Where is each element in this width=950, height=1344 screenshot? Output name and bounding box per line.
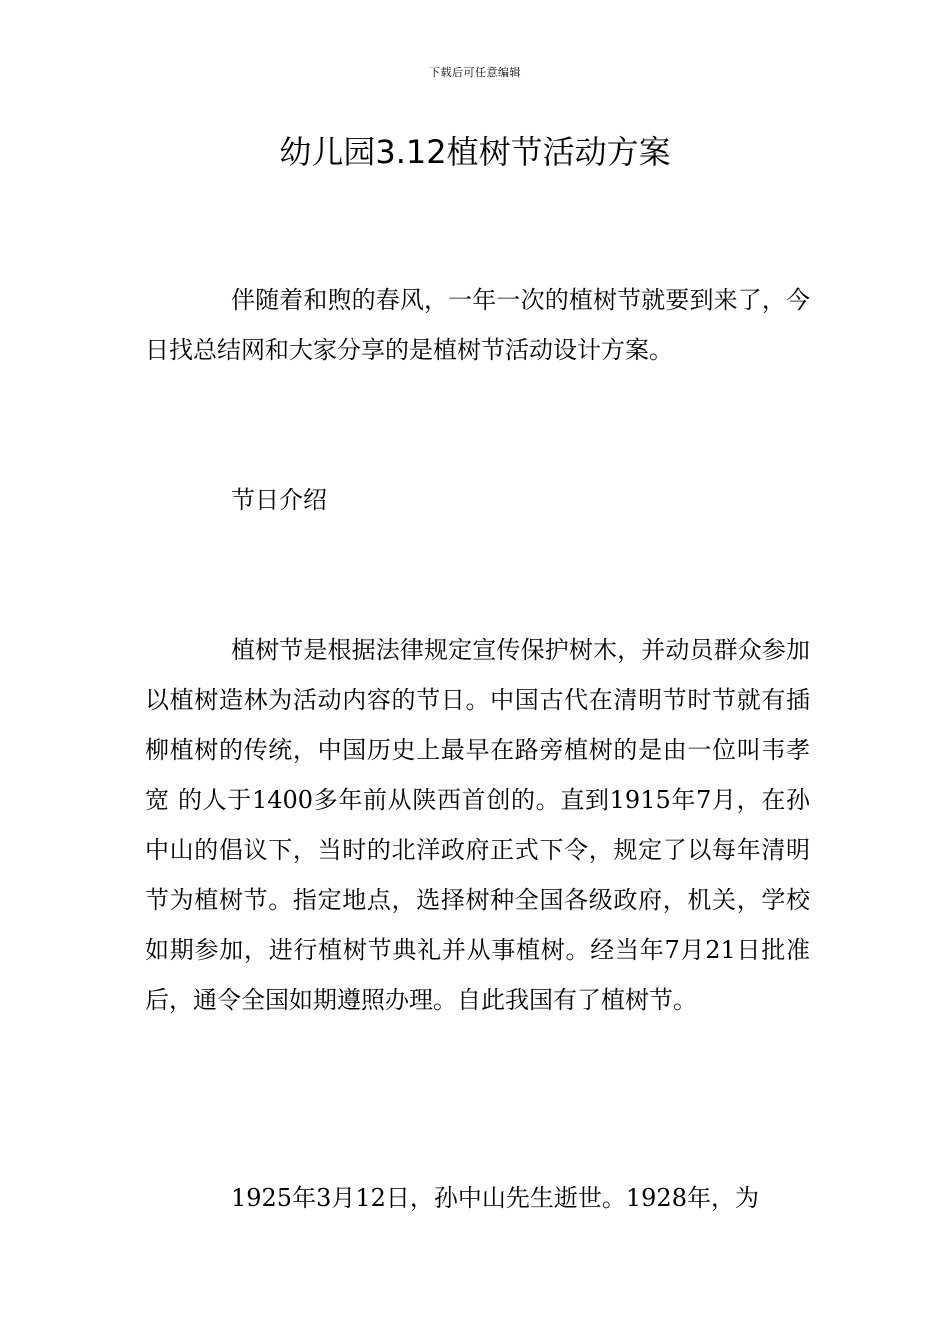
festival-history-paragraph: 植树节是根据法律规定宣传保护树木，并动员群众参加以植树造林为活动内容的节日。中国古代在清明节时节就有插柳植树的传统，中国历史上最早在路旁植树的是由一位叫韦孝宽 的人于1400多年前从陕西首创的。直到1915年7月，在孙中山的倡议下，当时的北洋政府正式下令，规定了以每年清明节为植树节。指定地点，选择树种全国各级政府，机关，学校如期参加，进行植树节典礼并从事植树。经当年7月21日批准后，通令全国如期遵照办理。自此我国有了植树节。	[145, 636, 810, 1014]
document-title: 幼儿园3.12植树节活动方案	[279, 133, 671, 171]
section-heading-festival-intro: 节日介绍	[231, 486, 327, 514]
continuation-paragraph: 1925年3月12日，孙中山先生逝世。1928年，为	[231, 1184, 759, 1212]
page-header-note: 下载后可任意编辑	[429, 66, 521, 79]
intro-paragraph: 伴随着和煦的春风，一年一次的植树节就要到来了，今日找总结网和大家分享的是植树节活动设计方案。	[145, 286, 810, 364]
